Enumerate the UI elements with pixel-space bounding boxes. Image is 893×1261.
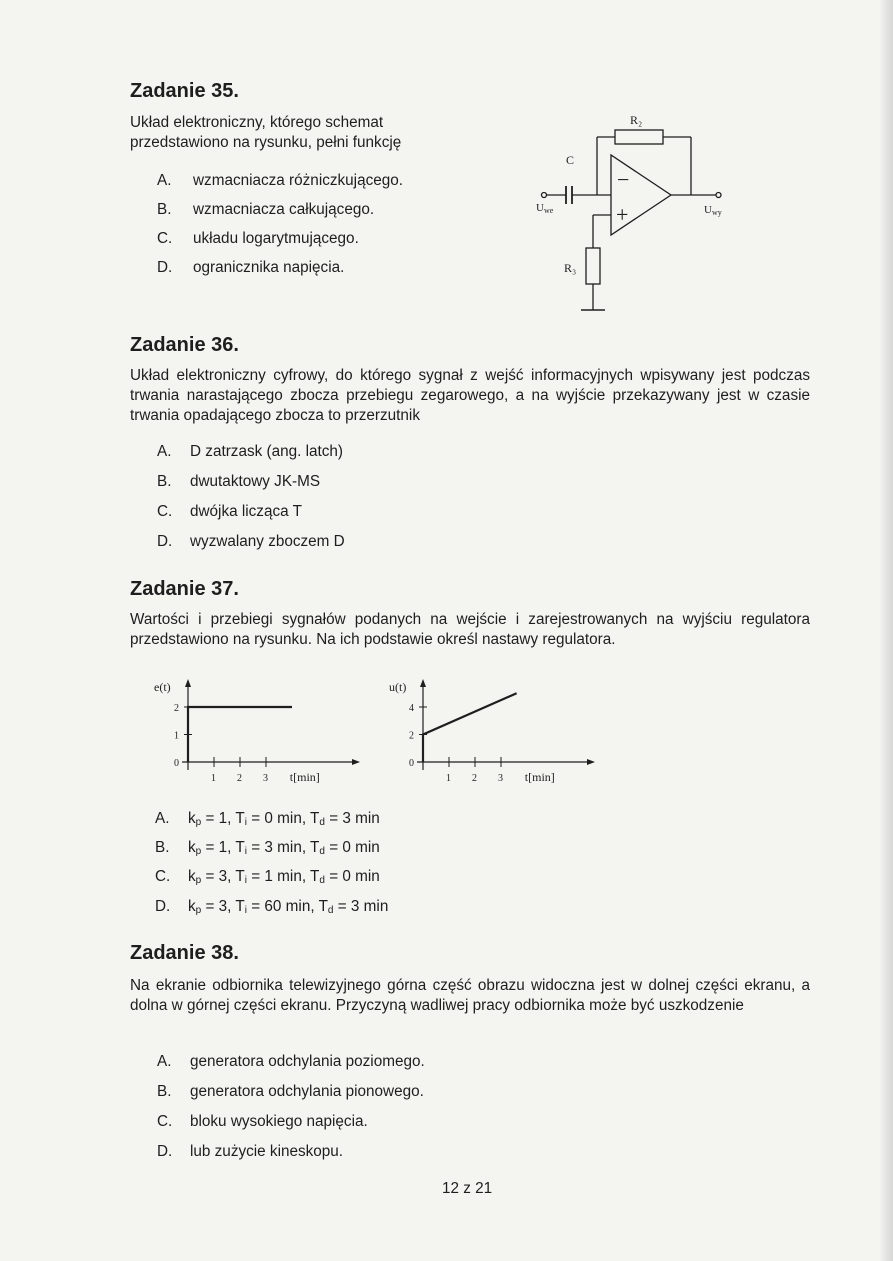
chart-u-of-t	[375, 665, 605, 790]
task-38-question: Na ekranie odbiornika telewizyjnego górna część obrazu widoczna jest w dolnej części ekranu, a dolna w górnej części ekranu. Przyczyną wadliwej pracy odbiornika może być uszkodzenie	[130, 977, 810, 1014]
task-35-title: Zadanie 35.	[130, 80, 239, 102]
c-label: C	[566, 153, 575, 167]
input-terminal	[542, 193, 547, 198]
u-chart-series-line-0	[423, 693, 517, 762]
chart-e-of-t	[140, 665, 370, 790]
task-35-option-d[interactable]: D. ogranicznika napięcia.	[157, 259, 345, 276]
u-chart-y-tick-label-2: 2	[409, 730, 414, 742]
task-38-option-d[interactable]: D. lub zużycie kineskopu.	[157, 1143, 344, 1160]
u-chart-y-label: u(t)	[389, 680, 407, 694]
task-36-option-b[interactable]: B. dwutaktowy JK-MS	[157, 473, 321, 490]
page-number: 12 z 21	[442, 1180, 493, 1197]
task-35-option-b[interactable]: B. wzmacniacza całkującego.	[157, 201, 375, 218]
task-37-question: Wartości i przebiegi sygnałów podanych na wejście i zarejestrowanych na wyjściu regulatora przedstawiono na rysunku. Na ich podstawie określ nastawy regulatora.	[130, 611, 810, 648]
u-chart-y-tick-label-0: 0	[409, 758, 414, 769]
u-chart-y-axis-arrow	[420, 679, 426, 687]
r2-label: R₂	[630, 113, 643, 127]
minus-sign: −	[617, 167, 630, 192]
task-36-option-a[interactable]: A. D zatrzask (ang. latch)	[157, 443, 344, 460]
resistor-r2	[615, 130, 663, 144]
e-chart-x-axis-arrow	[352, 759, 360, 765]
task-37-title: Zadanie 37.	[130, 578, 239, 600]
e-chart-y-tick-label-1: 1	[174, 730, 179, 742]
task-35-option-c[interactable]: C. układu logarytmującego.	[157, 230, 359, 247]
page-edge-shadow	[879, 0, 893, 1261]
e-chart-x-tick-label-3: 3	[263, 773, 268, 784]
task-37-option-b[interactable]: B. $k_p = 1$, $T_i = 3$ min, $T_d = 0$ min	[155, 839, 380, 857]
task-38-title: Zadanie 38.	[130, 942, 239, 964]
task-35-question-line2: przedstawiono na rysunku, pełni funkcję	[130, 134, 402, 151]
output-terminal	[716, 193, 721, 198]
u-chart-x-tick-label-2: 2	[472, 773, 477, 784]
e-chart-x-tick-label-2: 2	[237, 773, 242, 784]
r3-label: R₃	[564, 261, 577, 275]
e-chart-x-label: t[min]	[289, 770, 320, 784]
u-chart-x-tick-label-3: 3	[498, 773, 503, 784]
u-chart-x-axis-arrow	[587, 759, 595, 765]
uwe-label: Uwe	[536, 202, 554, 215]
task-37-option-a[interactable]: A. $k_p = 1$, $T_i = 0$ min, $T_d = 3$ min	[155, 810, 380, 828]
task-35-question-line1: Układ elektroniczny, którego schemat	[130, 114, 384, 131]
e-chart-y-tick-label-2: 2	[174, 703, 179, 714]
e-chart-y-label: e(t)	[154, 680, 171, 694]
e-chart-x-tick-label-1: 1	[211, 773, 216, 784]
e-chart-y-axis-arrow	[185, 679, 191, 687]
task-37-option-d[interactable]: D. $k_p = 3$, $T_i = 60$ min, $T_d = 3$ min	[155, 898, 389, 916]
task-38-option-a[interactable]: A. generatora odchylania poziomego.	[157, 1053, 425, 1070]
e-chart-y-tick-label-0: 0	[174, 758, 179, 769]
task-36-question: Układ elektroniczny cyfrowy, do którego sygnał z wejść informacyjnych wpisywany jest podczas trwania narastającego zbocza przebiegu zegarowego, a na wyjście przekazywany jest w czasie trwania opadającego zbocza to przerzutnik	[130, 367, 810, 424]
u-chart-y-tick-label-4: 4	[409, 703, 414, 714]
task-38-option-c[interactable]: C. bloku wysokiego napięcia.	[157, 1113, 368, 1130]
task-36-title: Zadanie 36.	[130, 334, 239, 356]
task-37-option-c[interactable]: C. $k_p = 3$, $T_i = 1$ min, $T_d = 0$ min	[155, 868, 380, 886]
u-chart-x-tick-label-1: 1	[446, 773, 451, 784]
resistor-r3	[586, 248, 600, 284]
task-35-question	[130, 113, 430, 153]
task-38-option-b[interactable]: B. generatora odchylania pionowego.	[157, 1083, 424, 1100]
task-35-option-a[interactable]: A. wzmacniacza różniczkującego.	[157, 172, 403, 189]
task-36-option-d[interactable]: D. wyzwalany zboczem D	[157, 533, 345, 550]
task-36-option-c[interactable]: C. dwójka licząca T	[157, 503, 302, 520]
e-chart-series-line-0	[188, 707, 292, 762]
op-amp-circuit-diagram	[520, 100, 750, 325]
plus-sign: +	[616, 202, 629, 227]
uwy-label: Uwy	[704, 204, 722, 217]
u-chart-x-label: t[min]	[524, 770, 555, 784]
